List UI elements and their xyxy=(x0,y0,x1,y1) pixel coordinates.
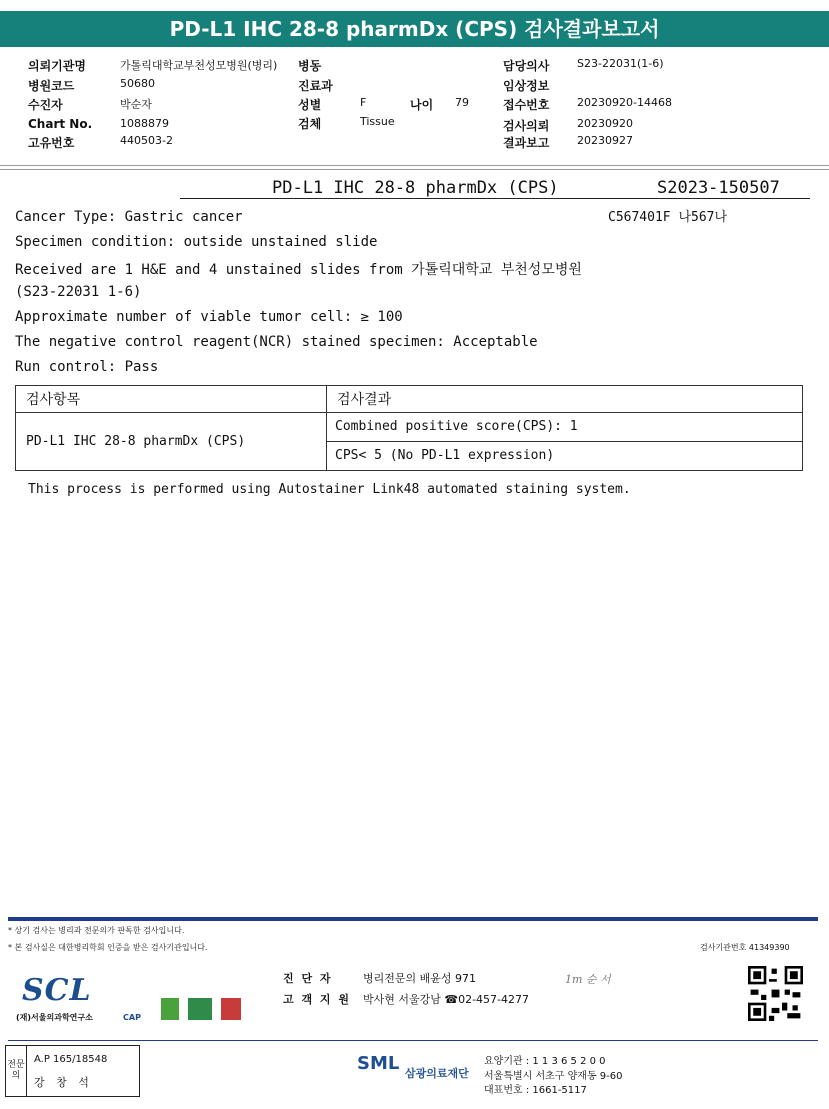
result-value-cps: Combined positive score(CPS): 1 xyxy=(335,419,578,434)
result-table xyxy=(15,385,803,471)
stamp-name: 강 창 석 xyxy=(34,1076,93,1089)
title-underline xyxy=(180,198,810,199)
footer-note: * 상기 검사는 병리과 전문의가 판독한 검사입니다. xyxy=(8,926,185,935)
sex-label: 성별 xyxy=(298,98,322,112)
footer-note: * 본 검사실은 대한병리학회 인증을 받은 검사기관입니다. xyxy=(8,943,208,952)
report-date-value: 20230927 xyxy=(577,134,633,147)
specialist-stamp xyxy=(5,1045,140,1097)
request-label: 검사의뢰 xyxy=(503,119,550,133)
scl-name: (재)서울의과학연구소 xyxy=(16,1013,93,1022)
handwritten-signature: 1m 순 서 xyxy=(565,973,611,986)
institution-code: 요양기관 : 1 1 3 6 5 2 0 0 xyxy=(484,1056,606,1067)
qr-code-icon xyxy=(748,966,803,1021)
address: 서울특별시 서초구 양재동 9-60 xyxy=(484,1071,623,1082)
report-line: The negative control reagent(NCR) stained specimen: Acceptable xyxy=(15,334,538,350)
result-header-result: 검사결과 xyxy=(327,386,803,413)
clinical-label: 임상정보 xyxy=(503,79,550,93)
test-id: S2023-150507 xyxy=(657,178,780,198)
divider xyxy=(0,165,829,166)
receipt-label: 접수번호 xyxy=(503,98,550,112)
footer-divider xyxy=(8,1040,818,1041)
uid-value: 440503-2 xyxy=(120,134,173,147)
doctor-label: 담당의사 xyxy=(503,59,550,73)
diagnoser-label: 진 단 자 xyxy=(283,972,333,985)
uid-label: 고유번호 xyxy=(28,136,75,150)
report-line: Run control: Pass xyxy=(15,359,159,375)
support-label: 고 객 지 원 xyxy=(283,993,351,1006)
report-line: Specimen condition: outside unstained slide xyxy=(15,234,378,250)
hospital-value: 가톨릭대학교부천성모병원(병리) xyxy=(120,59,278,72)
badge-icon xyxy=(161,998,179,1020)
ward-label: 병동 xyxy=(298,59,322,73)
receipt-value: 20230920-14468 xyxy=(577,96,672,109)
accreditation-badges xyxy=(112,998,245,1029)
test-title: PD-L1 IHC 28-8 pharmDx (CPS) xyxy=(272,178,559,198)
sml-logo: SML xyxy=(357,1053,400,1074)
divider xyxy=(0,169,829,170)
result-item: PD-L1 IHC 28-8 pharmDx (CPS) xyxy=(16,413,327,471)
footer-bar xyxy=(8,917,818,921)
specimen-label: 검체 xyxy=(298,117,322,131)
stamp-number: A.P 165/18548 xyxy=(34,1054,108,1065)
report-line: (S23-22031 1-6) xyxy=(15,284,142,300)
report-title: PD-L1 IHC 28-8 pharmDx (CPS) 검사결과보고서 xyxy=(0,11,829,47)
patient-value: 박순자 xyxy=(120,98,152,111)
badge-icon xyxy=(188,998,212,1020)
diagnoser-value: 병리전문의 배윤성 971 xyxy=(363,972,476,985)
patient-label: 수진자 xyxy=(28,98,63,112)
report-line: Received are 1 H&E and 4 unstained slides from 가톨릭대학교 부천성모병원 xyxy=(15,262,582,278)
specimen-value: Tissue xyxy=(360,115,395,128)
scl-logo: SCL xyxy=(22,973,92,1008)
patient-info xyxy=(0,50,829,165)
hosp-code-label: 병원코드 xyxy=(28,79,75,93)
sml-foundation-name: 삼광의료재단 xyxy=(405,1067,469,1080)
report-date-label: 결과보고 xyxy=(503,136,550,150)
support-row xyxy=(283,991,529,1007)
test-sub-id: C567401F 나567나 xyxy=(608,210,728,225)
report-line: Cancer Type: Gastric cancer xyxy=(15,209,243,225)
hospital-label: 의뢰기관명 xyxy=(28,59,86,73)
phone: 대표번호 : 1661-5117 xyxy=(484,1085,587,1096)
report-line: Approximate number of viable tumor cell: ≥ 100 xyxy=(15,309,403,325)
process-note: This process is performed using Autostainer Link48 automated staining system. xyxy=(28,482,631,497)
result-header-item: 검사항목 xyxy=(16,386,327,413)
sex-value: F xyxy=(360,96,367,109)
diagnoser-row xyxy=(283,970,476,986)
hosp-code-value: 50680 xyxy=(120,77,155,90)
age-label: 나이 xyxy=(410,98,434,112)
chart-label: Chart No. xyxy=(28,117,93,131)
institution-number: 검사기관번호 41349390 xyxy=(700,943,790,952)
support-value: 박사현 서울강남 ☎02-457-4277 xyxy=(363,993,530,1006)
age-value: 79 xyxy=(455,96,469,109)
dept-label: 진료과 xyxy=(298,79,333,93)
request-value: 20230920 xyxy=(577,117,633,130)
stamp-side-label: 전문의 xyxy=(6,1046,27,1096)
result-value-interpretation: CPS< 5 (No PD-L1 expression) xyxy=(327,441,802,470)
cap-badge: CAP xyxy=(123,1013,141,1022)
doctor-value: S23-22031(1-6) xyxy=(577,57,664,70)
badge-icon xyxy=(221,998,241,1020)
chart-value: 1088879 xyxy=(120,117,169,130)
